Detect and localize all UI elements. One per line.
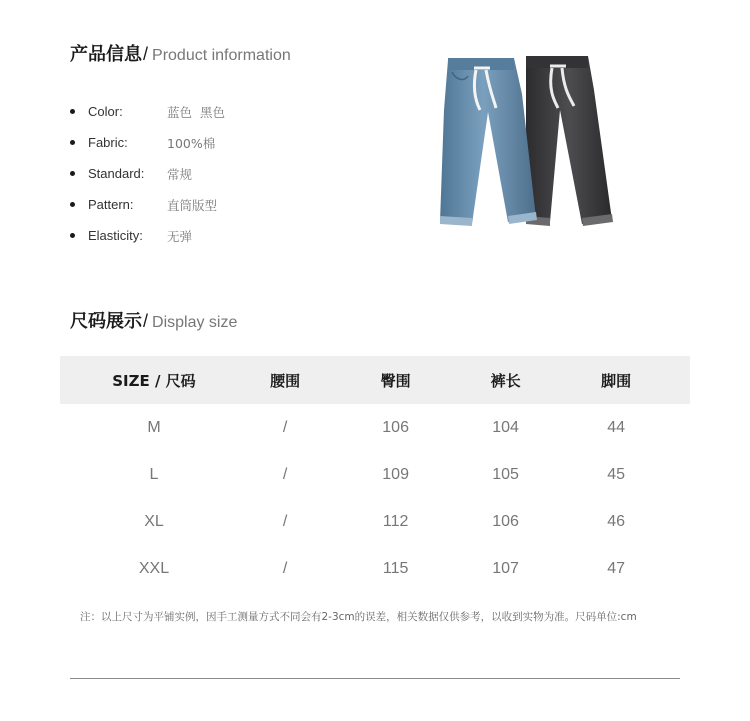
cell-waist: / bbox=[282, 512, 288, 530]
info-key: Standard: bbox=[88, 166, 145, 181]
cell-size: M bbox=[147, 418, 161, 436]
info-value: 直筒版型 bbox=[167, 197, 218, 213]
table-header-row bbox=[60, 356, 690, 404]
info-row-color bbox=[70, 96, 225, 127]
info-key: Fabric: bbox=[88, 135, 128, 150]
bullet-icon bbox=[70, 233, 75, 238]
info-key: Color: bbox=[88, 104, 123, 119]
product-info-title bbox=[70, 40, 291, 66]
info-row-fabric bbox=[70, 127, 225, 158]
table-row bbox=[60, 451, 690, 498]
jeans-product-image bbox=[430, 50, 620, 230]
info-key: Pattern: bbox=[88, 197, 134, 212]
bullet-icon bbox=[70, 109, 75, 114]
cell-hip: 115 bbox=[382, 559, 409, 577]
bottom-divider bbox=[70, 678, 680, 679]
product-info-title-en: Product information bbox=[152, 47, 291, 64]
cell-waist: / bbox=[282, 559, 288, 577]
cell-hip: 112 bbox=[382, 512, 409, 530]
header-length: 裤长 bbox=[469, 356, 542, 404]
header-size: SIZE / 尺码 bbox=[60, 356, 248, 404]
display-size-title bbox=[70, 307, 237, 333]
cell-size: XXL bbox=[138, 559, 170, 577]
cell-hip: 109 bbox=[382, 465, 409, 483]
size-table bbox=[60, 356, 690, 592]
cell-hip: 106 bbox=[382, 418, 409, 436]
cell-leg-opening: 44 bbox=[607, 418, 626, 436]
cell-leg-opening: 46 bbox=[607, 512, 626, 530]
cell-size: L bbox=[149, 465, 159, 483]
measurement-note: 注：以上尺寸为平铺实例，因手工测量方式不同会有2-3cm的误差，相关数据仅供参考，以收到实物为准。尺码单位:cm bbox=[80, 611, 637, 623]
cell-waist: / bbox=[282, 418, 288, 436]
table-row bbox=[60, 545, 690, 592]
cell-leg-opening: 45 bbox=[607, 465, 626, 483]
info-value: 100%棉 bbox=[167, 135, 216, 151]
product-info-list bbox=[70, 96, 225, 251]
table-row bbox=[60, 498, 690, 545]
blue-jeans bbox=[440, 58, 537, 226]
bullet-icon bbox=[70, 202, 75, 207]
bullet-icon bbox=[70, 171, 75, 176]
info-row-elasticity bbox=[70, 220, 225, 251]
cell-leg-opening: 47 bbox=[607, 559, 626, 577]
bullet-icon bbox=[70, 140, 75, 145]
info-key: Elasticity: bbox=[88, 228, 143, 243]
cell-size: XL bbox=[144, 512, 164, 530]
black-jeans bbox=[526, 56, 613, 226]
cell-length: 106 bbox=[492, 512, 519, 530]
cell-length: 105 bbox=[492, 465, 519, 483]
info-row-pattern bbox=[70, 189, 225, 220]
title-slash: / bbox=[143, 44, 149, 64]
header-leg-opening: 脚围 bbox=[542, 356, 690, 404]
header-hip: 臀围 bbox=[322, 356, 469, 404]
cell-length: 104 bbox=[492, 418, 519, 436]
info-value: 蓝色 黑色 bbox=[167, 104, 225, 120]
display-size-title-zh: 尺码展示 bbox=[70, 311, 142, 332]
display-size-title-en: Display size bbox=[152, 314, 238, 331]
cell-length: 107 bbox=[492, 559, 519, 577]
product-info-title-zh: 产品信息 bbox=[70, 44, 142, 65]
table-row bbox=[60, 404, 690, 451]
header-waist: 腰围 bbox=[248, 356, 322, 404]
info-value: 常规 bbox=[167, 166, 193, 182]
info-row-standard bbox=[70, 158, 225, 189]
info-value: 无弹 bbox=[167, 228, 193, 244]
title-slash: / bbox=[143, 311, 149, 331]
cell-waist: / bbox=[282, 465, 288, 483]
